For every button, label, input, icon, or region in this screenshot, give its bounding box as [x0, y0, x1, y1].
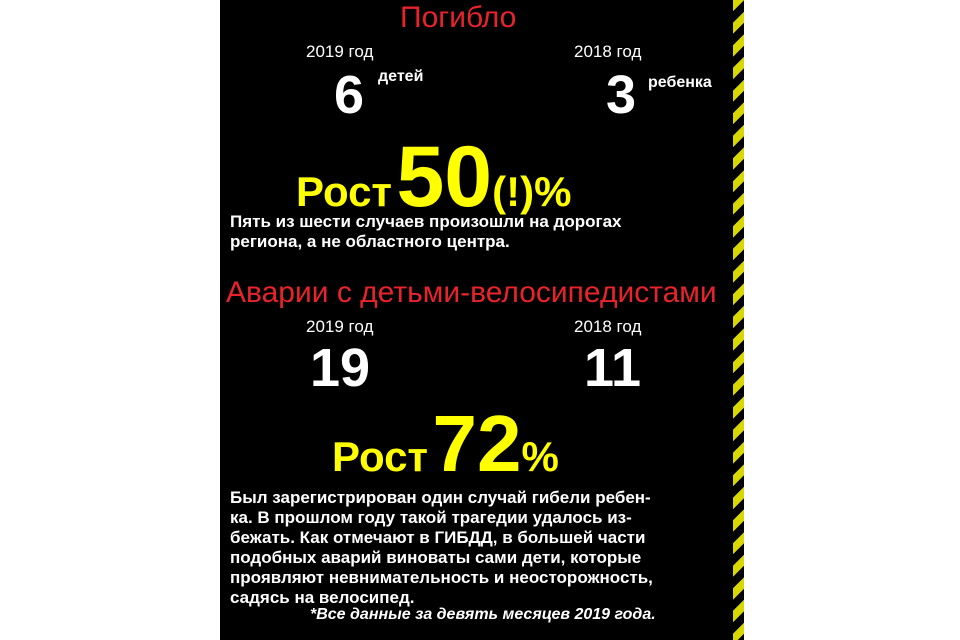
section1-text-line-2: региона, а не областного центра. — [230, 232, 510, 251]
section2-text-line-6: садясь на велосипед. — [230, 588, 415, 607]
section1-left-unit: детей — [378, 68, 424, 85]
growth-mark: (!) — [492, 168, 535, 215]
section1-right-year: 2018 год — [574, 42, 642, 61]
section2-text-line-5: проявляют невнимательность и неосторожность, — [230, 568, 653, 587]
section1-title: Погибло — [400, 1, 517, 34]
section1-text-line-1: Пять из шести случаев произошли на дорогах — [230, 212, 622, 231]
section2-text-line-3: бежать. Как отмечают в ГИБДД, в большей части — [230, 528, 646, 547]
growth-value: 50 — [396, 129, 493, 225]
section1-right-value: 3 — [606, 65, 637, 125]
section1-growth — [296, 129, 572, 225]
section2-text-line-1: Был зарегистрирован один случай гибели ребен- — [230, 488, 651, 507]
hazard-stripe-border — [733, 0, 744, 640]
footnote: *Все данные за девять месяцев 2019 года. — [310, 606, 656, 623]
section2-left-value: 19 — [310, 338, 371, 398]
section2-left-year: 2019 год — [306, 317, 374, 336]
section2-text-line-2: ка. В прошлом году такой трагедии удалось из- — [230, 508, 632, 527]
section1-right-unit: ребенка — [648, 74, 712, 91]
growth-label: Рост — [296, 168, 392, 215]
section2-title: Аварии с детьми-велосипедистами — [226, 276, 717, 309]
section2-right-value: 11 — [584, 338, 642, 398]
growth-label: Рост — [332, 433, 428, 480]
section2-text-line-4: подобных аварий виноваты сами дети, которые — [230, 548, 642, 567]
section1-left-value: 6 — [334, 65, 365, 125]
growth-percent: % — [534, 168, 572, 215]
section2-growth — [332, 399, 559, 488]
section1-left-year: 2019 год — [306, 42, 374, 61]
section2-right-year: 2018 год — [574, 317, 642, 336]
growth-value: 72 — [432, 399, 522, 488]
growth-percent: % — [521, 433, 559, 480]
